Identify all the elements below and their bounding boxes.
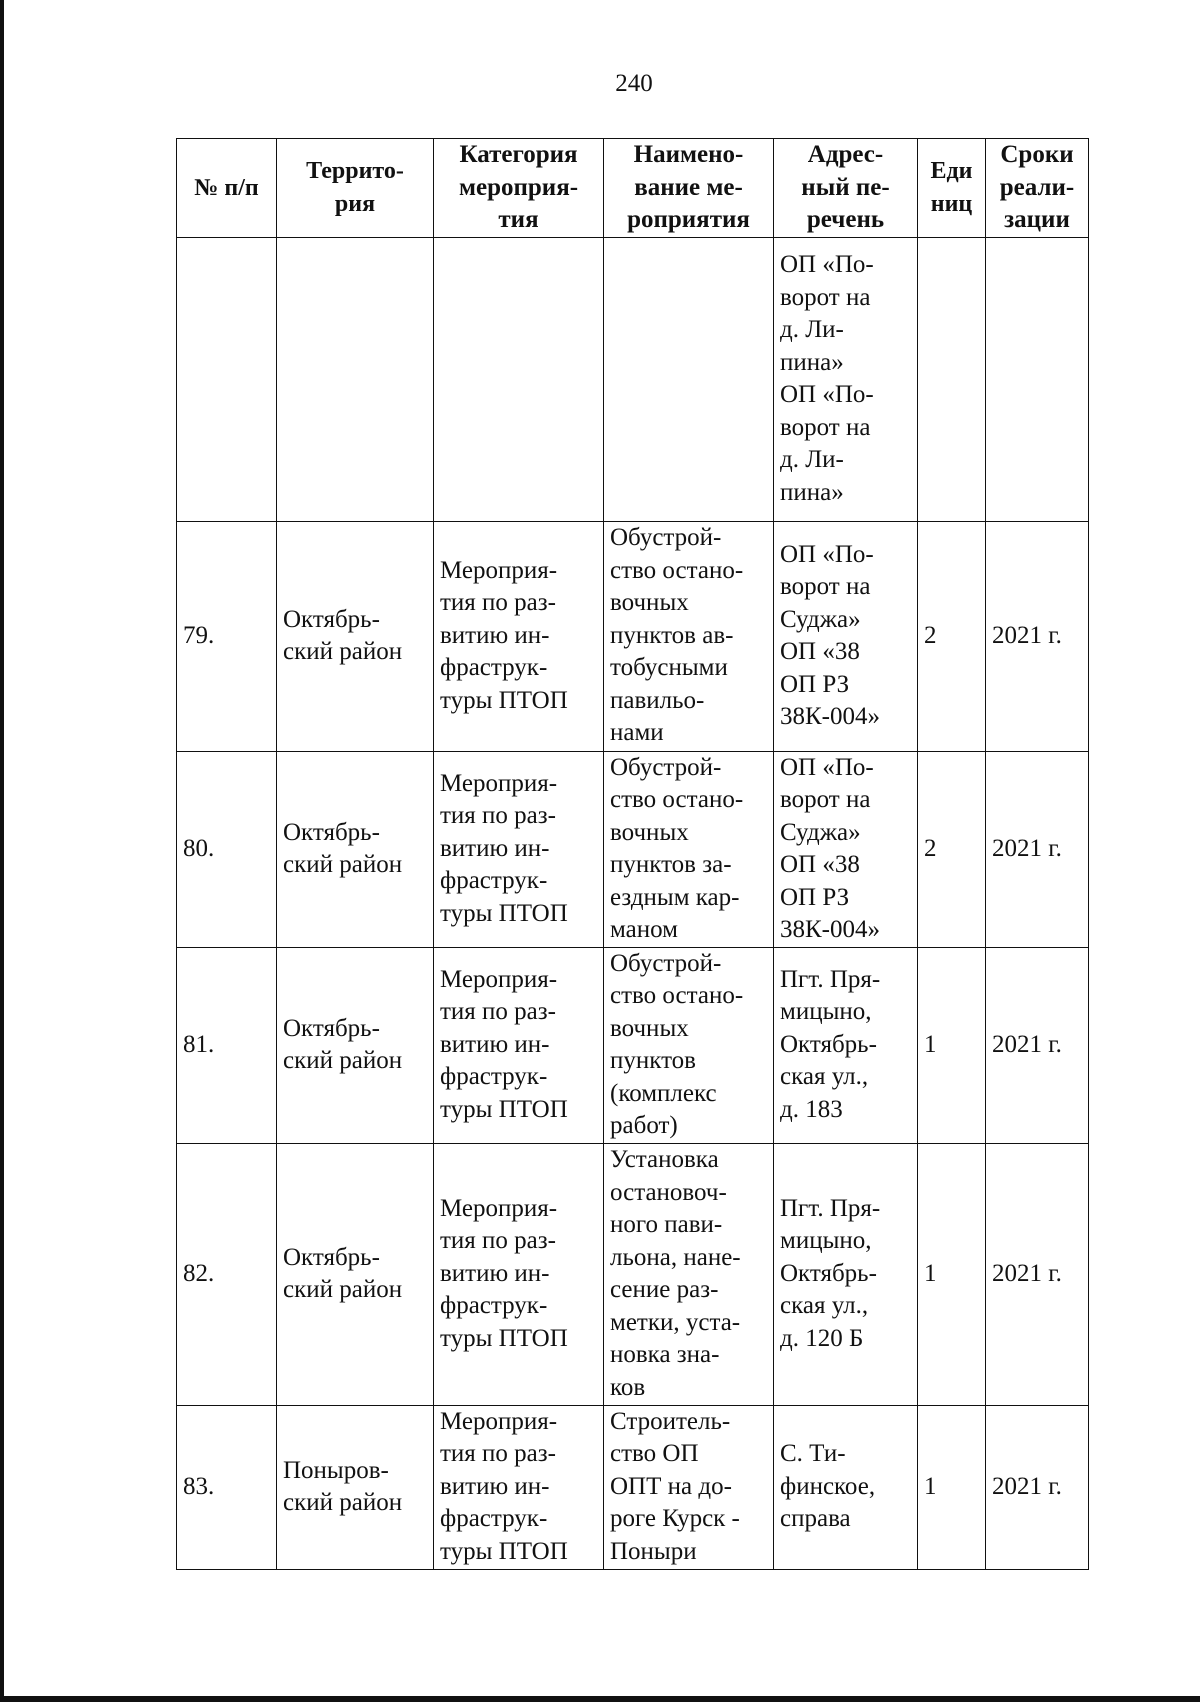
cell-num [177,237,277,521]
cell-terms: 2021 г. [986,1405,1089,1569]
cell-terms: 2021 г. [986,1143,1089,1405]
cell-terms: 2021 г. [986,751,1089,947]
scan-border-left [0,0,4,1702]
cell-name: Обустрой- ство остано- вочных пунктов ав- тобусными павильо- нами [604,521,774,751]
cell-address: ОП «По- ворот на д. Ли- пина» ОП «По- ворот на д. Ли- пина» [774,237,918,521]
cell-units: 1 [918,1405,986,1569]
table-row [177,1143,1089,1405]
cell-terms [986,237,1089,521]
table-row [177,947,1089,1143]
cell-territory: Поныров- ский район [277,1405,434,1569]
cell-territory: Октябрь- ский район [277,947,434,1143]
header-territory: Террито- рия [277,139,434,238]
header-name: Наимено- вание ме- роприятия [604,139,774,238]
table-row [177,1405,1089,1569]
cell-units [918,237,986,521]
scan-border-bottom [0,1696,1200,1702]
cell-name: Строитель- ство ОП ОПТ на до- роге Курск - Поныри [604,1405,774,1569]
cell-address: ОП «По- ворот на Суджа» ОП «38 ОП РЗ 38К-004» [774,521,918,751]
cell-num: 80. [177,751,277,947]
cell-num: 81. [177,947,277,1143]
cell-num: 82. [177,1143,277,1405]
header-address: Адрес- ный пе- речень [774,139,918,238]
table-row [177,521,1089,751]
cell-units: 1 [918,947,986,1143]
header-category: Категория мероприя- тия [434,139,604,238]
header-units: Еди ниц [918,139,986,238]
cell-num: 83. [177,1405,277,1569]
cell-num: 79. [177,521,277,751]
cell-terms: 2021 г. [986,521,1089,751]
table-row [177,751,1089,947]
cell-territory: Октябрь- ский район [277,521,434,751]
cell-name: Обустрой- ство остано- вочных пунктов за- ездным кар- маном [604,751,774,947]
header-num: № п/п [177,139,277,238]
cell-category: Мероприя- тия по раз- витию ин- фраструк- туры ПТОП [434,1405,604,1569]
activities-table [176,138,1089,1570]
cell-category: Мероприя- тия по раз- витию ин- фраструк- туры ПТОП [434,521,604,751]
cell-units: 1 [918,1143,986,1405]
table-header-row [177,139,1089,238]
header-terms: Сроки реали- зации [986,139,1089,238]
cell-territory: Октябрь- ский район [277,1143,434,1405]
cell-terms: 2021 г. [986,947,1089,1143]
cell-territory: Октябрь- ский район [277,751,434,947]
cell-units: 2 [918,751,986,947]
cell-address: ОП «По- ворот на Суджа» ОП «38 ОП РЗ 38К-004» [774,751,918,947]
cell-category: Мероприя- тия по раз- витию ин- фраструк- туры ПТОП [434,947,604,1143]
cell-name: Установка остановоч- ного пави- льона, нане- сение раз- метки, уста- новка зна- ков [604,1143,774,1405]
cell-units: 2 [918,521,986,751]
cell-category: Мероприя- тия по раз- витию ин- фраструк- туры ПТОП [434,1143,604,1405]
cell-territory [277,237,434,521]
cell-address: Пгт. Пря- мицыно, Октябрь- ская ул., д. 183 [774,947,918,1143]
cell-category: Мероприя- тия по раз- витию ин- фраструк- туры ПТОП [434,751,604,947]
cell-name: Обустрой- ство остано- вочных пунктов (комплекс работ) [604,947,774,1143]
cell-address: Пгт. Пря- мицыно, Октябрь- ская ул., д. 120 Б [774,1143,918,1405]
cell-category [434,237,604,521]
table-row-continuation [177,237,1089,521]
cell-name [604,237,774,521]
page-number: 240 [615,70,653,97]
cell-address: С. Ти- финское, справа [774,1405,918,1569]
